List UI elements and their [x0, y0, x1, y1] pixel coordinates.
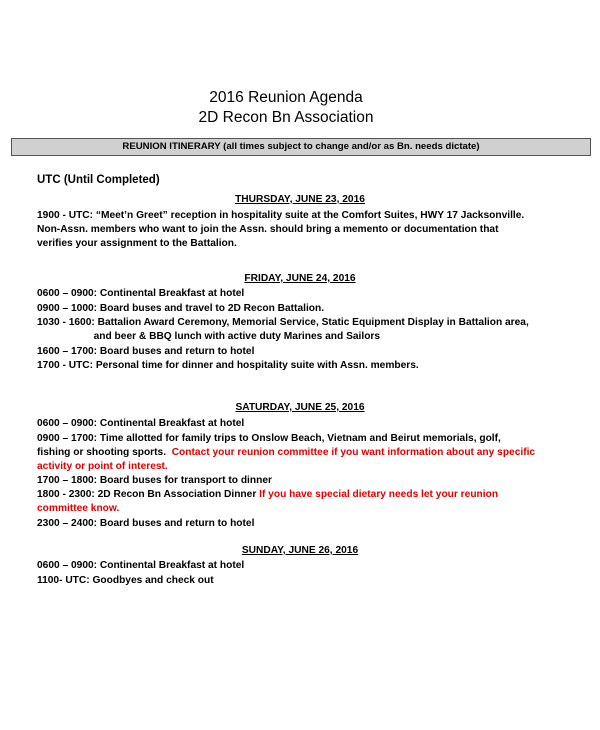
agenda-line: 1700 – 1800: Board buses for transport to dinner: [37, 475, 272, 486]
agenda-line: and beer & BBQ lunch with active duty Marines and Sailors: [37, 331, 381, 342]
agenda-line: verifies your assignment to the Battalion.: [37, 238, 237, 249]
agenda-line: 0600 – 0900: Continental Breakfast at hotel: [37, 288, 245, 299]
agenda-line: 2300 – 2400: Board buses and return to hotel: [37, 518, 255, 529]
agenda-line: 1100- UTC: Goodbyes and check out: [37, 575, 214, 586]
day-heading-sunday: SUNDAY, JUNE 26, 2016: [241, 545, 359, 556]
highlight-note: If you have special dietary needs let your reunion: [259, 489, 499, 500]
agenda-line: [37, 460, 168, 474]
highlight-note: Contact your reunion committee if you want information about any specific: [171, 447, 536, 458]
agenda-line: 0600 – 0900: Continental Breakfast at hotel: [37, 560, 245, 571]
day-heading-saturday: SATURDAY, JUNE 25, 2016: [235, 402, 365, 413]
agenda-line: 1900 - UTC: “Meet’n Greet” reception in hospitality suite at the Comfort Suites, HWY 17 Jacksonville.: [37, 210, 525, 221]
agenda-line: 1800 - 2300: 2D Recon Bn Association Dinner If you have special dietary needs let your reunion: [37, 489, 499, 500]
day-heading-thursday: THURSDAY, JUNE 23, 2016: [235, 194, 365, 205]
day-heading-friday: FRIDAY, JUNE 24, 2016: [244, 273, 356, 284]
agenda-line: [37, 502, 119, 516]
agenda-line: 1700 - UTC: Personal time for dinner and hospitality suite with Assn. members.: [37, 360, 419, 371]
agenda-line: 0600 – 0900: Continental Breakfast at hotel: [37, 418, 245, 429]
document-title: 2016 Reunion Agenda: [209, 89, 363, 106]
agenda-line: 0900 – 1700: Time allotted for family trips to Onslow Beach, Vietnam and Beirut memorials, golf,: [37, 433, 501, 444]
agenda-line: 1030 - 1600: Battalion Award Ceremony, Memorial Service, Static Equipment Display in Battalion area,: [37, 317, 529, 328]
agenda-line: Non-Assn. members who want to join the Assn. should bring a memento or documentation that: [37, 224, 499, 235]
agenda-line: 0900 – 1000: Board buses and travel to 2D Recon Battalion.: [37, 303, 325, 314]
highlight-note: activity or point of interest.: [37, 461, 168, 472]
utc-note: UTC (Until Completed): [37, 174, 160, 186]
highlight-note: committee know.: [37, 503, 120, 514]
document-subtitle: 2D Recon Bn Association: [198, 109, 374, 126]
agenda-line: 1600 – 1700: Board buses and return to hotel: [37, 346, 255, 357]
itinerary-banner: REUNION ITINERARY (all times subject to change and/or as Bn. needs dictate): [11, 138, 591, 156]
agenda-line: fishing or shooting sports. Contact your reunion committee if you want information about any specific: [37, 447, 536, 458]
